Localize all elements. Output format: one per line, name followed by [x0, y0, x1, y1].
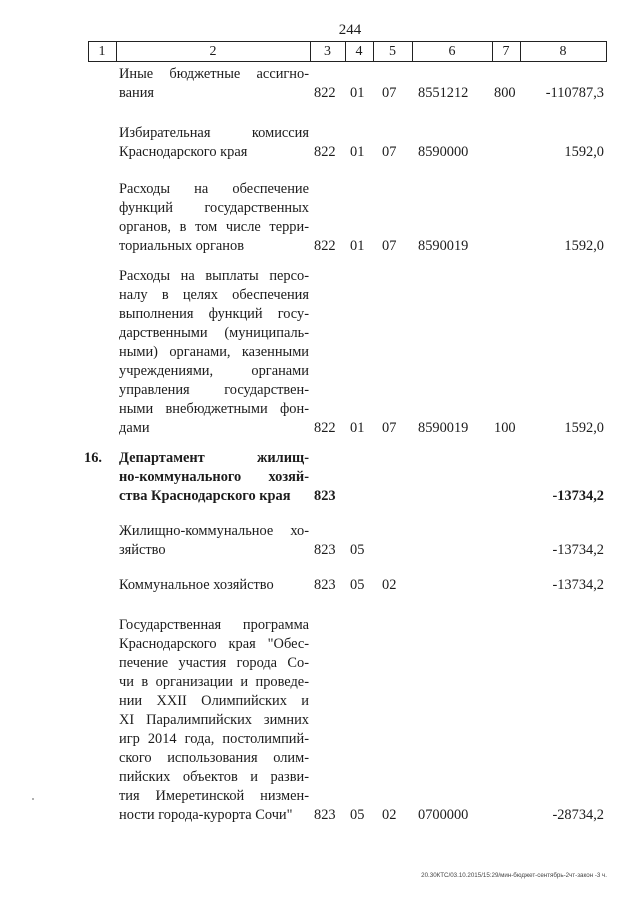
row-name-line: управления государствен-	[119, 382, 309, 398]
row-amount: -13734,2	[552, 577, 604, 593]
row-name-line: ности города-курорта Сочи"	[119, 807, 293, 823]
row-name-line: Расходы на выплаты персо-	[119, 268, 309, 284]
row-name-line: Избирательная комиссия	[119, 125, 309, 141]
row-amount: -13734,2	[552, 488, 604, 504]
row-name-line: ториальных органов	[119, 238, 244, 254]
row-code-c3: 822	[314, 85, 336, 101]
row-name-line: но-коммунального хозяй-	[119, 469, 309, 485]
row-name-line: выполнения функций госу-	[119, 306, 309, 322]
row-code-c3: 822	[314, 238, 336, 254]
row-code-c4: 05	[350, 577, 365, 593]
row-name-line: нии XXII Олимпийских и	[119, 693, 309, 709]
row-name-line: Расходы на обеспечение	[119, 181, 309, 197]
row-name-line: печение участия города Со-	[119, 655, 309, 671]
row-code-c3: 823	[314, 542, 336, 558]
row-name-line: игр 2014 года, постолимпий-	[119, 731, 309, 747]
row-name-line: органов, в том числе терри-	[119, 219, 309, 235]
row-name-line: Департамент жилищ-	[119, 450, 309, 466]
row-name-line: XI Паралимпийских зимних	[119, 712, 309, 728]
row-code-c4: 01	[350, 144, 365, 160]
row-name-line: чи в организации и проведе-	[119, 674, 309, 690]
row-code-c3: 823	[314, 488, 336, 504]
row-name-line: ского использования олим-	[119, 750, 309, 766]
row-code-c4: 05	[350, 542, 365, 558]
row-name-line: зяйство	[119, 542, 166, 558]
header-cell-label: 3	[324, 44, 331, 59]
row-code-c4: 01	[350, 238, 365, 254]
row-code-c5: 07	[382, 85, 397, 101]
header-cell-label: 4	[355, 44, 363, 59]
row-name-line: дами	[119, 420, 150, 436]
row-name-line: ными) органами, казенными	[119, 344, 309, 360]
row-name-line: Иные бюджетные ассигно-	[119, 66, 309, 82]
row-code-c6: 8590019	[418, 238, 469, 254]
row-code-c6: 8590019	[418, 420, 469, 436]
footer-stamp: 20.30КТС/03.10.2015/15:29/мин-бюджет-сентябрь-2чт-закон -3 ч.	[421, 872, 607, 879]
row-name-line: Жилищно-коммунальное хо-	[119, 523, 309, 539]
row-code-c5: 02	[382, 807, 397, 823]
row-amount: 1592,0	[564, 420, 604, 436]
row-code-c6: 0700000	[418, 807, 469, 823]
row-name-line: Государственная программа	[119, 617, 309, 633]
header-cell-label: 1	[98, 44, 106, 59]
row-code-c5: 07	[382, 144, 397, 160]
row-amount: -28734,2	[552, 807, 604, 823]
header-cell-label: 5	[389, 44, 396, 59]
row-name-line: Коммунальное хозяйство	[119, 577, 274, 593]
row-code-c3: 823	[314, 577, 336, 593]
row-amount: -13734,2	[552, 542, 604, 558]
row-name-line: ства Краснодарского края	[119, 488, 291, 504]
row-name-line: функций государственных	[119, 200, 309, 216]
page-number: 244	[338, 22, 362, 38]
row-amount: -110787,3	[545, 85, 604, 101]
row-name-line: тия Имеретинской низмен-	[119, 788, 309, 804]
row-name-line: дарственными (муниципаль-	[119, 325, 309, 341]
row-code-c6: 8551212	[418, 85, 469, 101]
header-cell-label: 7	[502, 44, 510, 59]
row-amount: 1592,0	[564, 144, 604, 160]
row-code-c4: 01	[350, 85, 365, 101]
row-name-line: учреждениями, органами	[119, 363, 309, 379]
row-code-c5: 07	[382, 238, 397, 254]
header-cell-label: 8	[559, 44, 567, 59]
row-code-c7: 100	[494, 420, 516, 436]
row-name-line: Краснодарского края "Обес-	[119, 636, 309, 652]
header-cell-label: 6	[448, 44, 456, 59]
row-code-c5: 02	[382, 577, 397, 593]
row-code-c5: 07	[382, 420, 397, 436]
row-code-c4: 05	[350, 807, 365, 823]
row-code-c3: 823	[314, 807, 336, 823]
row-code-c3: 822	[314, 420, 336, 436]
row-amount: 1592,0	[564, 238, 604, 254]
row-code-c6: 8590000	[418, 144, 469, 160]
header-cell-label: 2	[209, 44, 217, 59]
scan-speck	[32, 798, 34, 800]
row-name-line: ными внебюджетными фон-	[119, 401, 309, 417]
row-number: 16.	[84, 450, 102, 466]
row-name-line: налу в целях обеспечения	[119, 287, 309, 303]
row-code-c7: 800	[494, 85, 516, 101]
row-name-line: вания	[119, 85, 155, 101]
row-name-line: Краснодарского края	[119, 144, 248, 160]
row-name-line: пийских объектов и разви-	[119, 769, 309, 785]
row-code-c4: 01	[350, 420, 365, 436]
row-code-c3: 822	[314, 144, 336, 160]
